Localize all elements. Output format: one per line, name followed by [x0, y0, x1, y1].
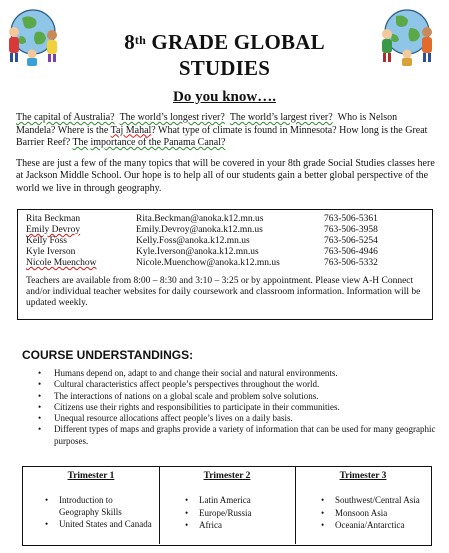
course-understandings-list: [38, 368, 438, 447]
trimester-table: [22, 466, 432, 546]
list-item: • Different types of maps and graphs provide a variety of information that can be used for many geographic purposes.: [38, 424, 438, 447]
trimester-2-list: [185, 495, 289, 533]
contact-name: Kelly Foss: [26, 236, 67, 246]
contact-phone: 763-506-5361: [324, 214, 378, 224]
trimester-1-list: [45, 495, 153, 532]
intro-questions: [16, 112, 434, 150]
list-item: • Oceania/Antarctica: [321, 520, 429, 532]
trimester-2-column: [159, 467, 295, 544]
trimester-1-heading: Trimester 1: [67, 471, 115, 481]
question-largest-river: The world’s largest river?: [229, 112, 333, 123]
trimester-2-heading: Trimester 2: [203, 471, 251, 481]
contact-email[interactable]: Emily.Devroy@anoka.k12.mn.us: [136, 225, 263, 235]
list-item: • The interactions of nations on a global scale and problem solve solutions.: [38, 391, 438, 402]
trimester-3-list: [321, 495, 429, 533]
trimester-1-column: [23, 467, 159, 544]
contact-name: Emily Devroy: [26, 225, 81, 235]
list-item: • Citizens use their rights and responsibilities to participate in their communities.: [38, 402, 438, 413]
availability-note: Teachers are available from 8:00 – 8:30 and 3:10 – 3:25 or by appointment. Please view A-H Connect and/or individual teacher websites for daily coursework and classroom information. Information will be updated weekly.: [26, 276, 421, 309]
contact-phone: 763-506-5254: [324, 236, 378, 246]
list-item: • Unequal resource allocations affect people’s lives on a daily basis.: [38, 413, 438, 424]
contact-name: Nicole Muenchow: [26, 258, 97, 268]
question-longest-river: The world’s longest river?: [119, 112, 225, 123]
contact-phone: 763-506-5332: [324, 258, 378, 268]
question-panama-canal: importance of the Panama Canal?: [90, 137, 226, 148]
contact-name: Rita Beckman: [26, 214, 81, 224]
list-item: • Latin America: [185, 495, 289, 507]
subtitle: [0, 89, 449, 106]
trimester-3-column: [295, 467, 431, 544]
contact-phone: 763-506-4946: [324, 247, 378, 257]
list-item: • Monsoon Asia: [321, 508, 429, 520]
question-text-2: ? What type of climate is found in Minnesota? How long is the Great Barrier Reef?: [16, 124, 428, 148]
trimester-3-heading: Trimester 3: [339, 471, 387, 481]
contact-email[interactable]: Rita.Beckman@anoka.k12.mn.us: [136, 214, 264, 224]
contact-email[interactable]: Nicole.Muenchow@anoka.k12.mn.us: [136, 258, 280, 268]
list-item: • United States and Canada: [45, 519, 153, 531]
list-item: • Southwest/Central Asia: [321, 495, 429, 507]
question-taj-mahal: Taj Mahal: [110, 124, 152, 136]
title-grade-number: 8: [124, 30, 135, 54]
intro-paragraph: These are just a few of the many topics that will be covered in your 8th grade Social Studies classes here at Jackson Middle School. Our hope is to help all of our students gain a better global perspective of the world we live in through geography.: [16, 158, 435, 194]
contact-email[interactable]: Kyle.Iverson@anoka.k12.mn.us: [136, 247, 259, 257]
question-panama-prefix: The: [72, 137, 88, 148]
title-line1: GRADE GLOBAL: [145, 30, 325, 54]
title-grade-suffix: th: [134, 33, 146, 47]
teacher-contact-box: [17, 209, 433, 320]
question-text: Who is Nelson Mandela? Where is the: [16, 112, 398, 136]
question-capital: The capital of Australia?: [16, 112, 115, 123]
course-understandings-heading: COURSE UNDERSTANDINGS:: [22, 348, 194, 362]
list-item: • Europe/Russia: [185, 508, 289, 520]
contact-email[interactable]: Kelly.Foss@anoka.k12.mn.us: [136, 236, 250, 246]
list-item: • Humans depend on, adapt to and change their social and natural environments.: [38, 368, 438, 379]
list-item: • Introduction to Geography Skills: [45, 495, 153, 518]
title-line2: STUDIES: [178, 56, 271, 80]
list-item: • Africa: [185, 520, 289, 532]
contact-phone: 763-506-3958: [324, 225, 378, 235]
page-title: [0, 29, 449, 81]
list-item: • Cultural characteristics affect people’s perspectives throughout the world.: [38, 379, 438, 390]
contact-name: Kyle Iverson: [26, 247, 76, 257]
subtitle-text: Do you know….: [173, 89, 276, 105]
